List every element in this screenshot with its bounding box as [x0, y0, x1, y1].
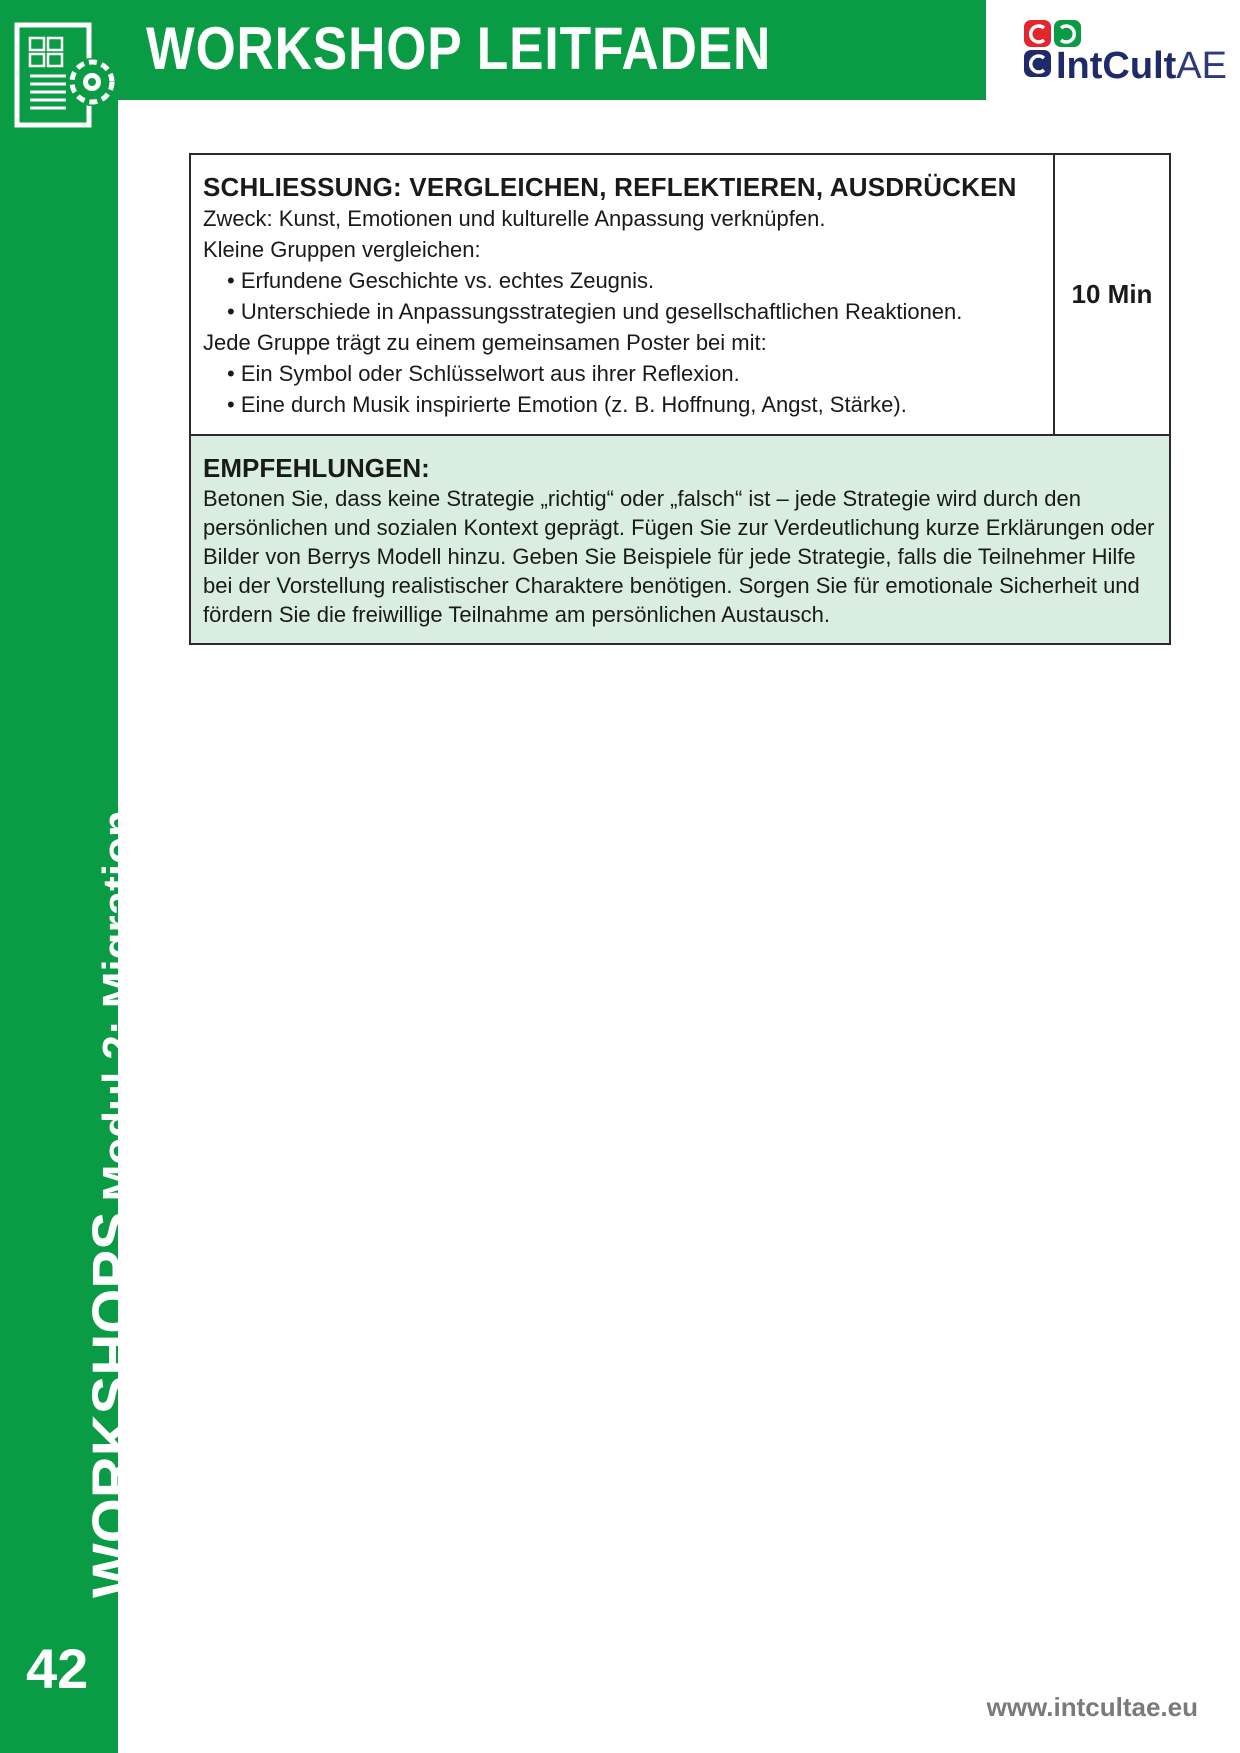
recommendations-row — [190, 435, 1170, 644]
recommendations-text: Betonen Sie, dass keine Strategie „richtig“ oder „falsch“ ist – jede Strategie wird durch den persönlichen und sozialen Kontext geprägt. Fügen Sie zur Verdeutlichung kurze Erklärungen oder Bilder von Berrys Modell hinzu. Geben Sie Beispiele für jede Strategie, falls die Teilnehmer Hilfe bei der Vorstellung realistischer Charaktere benötigen. Sorgen Sie für emotionale Sicherheit und fördern Sie die freiwillige Teilnahme am persönlichen Austausch. — [203, 486, 1155, 627]
page-number: 42 — [26, 1637, 89, 1700]
duration-cell: 10 Min — [1054, 154, 1170, 435]
activity-row — [190, 154, 1170, 435]
section-title-main: WORKSHOPS — [81, 1211, 146, 1598]
workshop-guide-icon — [14, 22, 118, 130]
list-item: • Eine durch Musik inspirierte Emotion (z. B. Hoffnung, Angst, Stärke). — [227, 392, 907, 417]
section-title-sub: Modul 2: Migration — [94, 810, 143, 1202]
workshop-table — [189, 153, 1171, 645]
activity-cell — [190, 154, 1054, 435]
section-vertical-title — [80, 810, 147, 1598]
activity-purpose: Zweck: Kunst, Emotionen und kulturelle Anpassung verknüpfen. — [203, 206, 826, 231]
poster-intro: Jede Gruppe trägt zu einem gemeinsamen Poster bei mit: — [203, 330, 767, 355]
logo-wordmark: IntCultAE — [1056, 45, 1227, 87]
page-title: WORKSHOP LEITFADEN — [146, 15, 772, 82]
activity-title: SCHLIESSUNG: VERGLEICHEN, REFLEKTIEREN, AUSDRÜCKEN — [203, 172, 1017, 202]
list-item: • Ein Symbol oder Schlüsselwort aus ihrer Reflexion. — [227, 361, 740, 386]
footer-website: www.intcultae.eu — [986, 1692, 1198, 1722]
recommendations-title: EMPFEHLUNGEN: — [203, 453, 430, 483]
list-item: • Unterschiede in Anpassungsstrategien und gesellschaftlichen Reaktionen. — [227, 299, 963, 324]
group-intro: Kleine Gruppen vergleichen: — [203, 237, 481, 262]
recommendations-cell — [190, 435, 1170, 644]
list-item: • Erfundene Geschichte vs. echtes Zeugnis. — [227, 268, 655, 293]
